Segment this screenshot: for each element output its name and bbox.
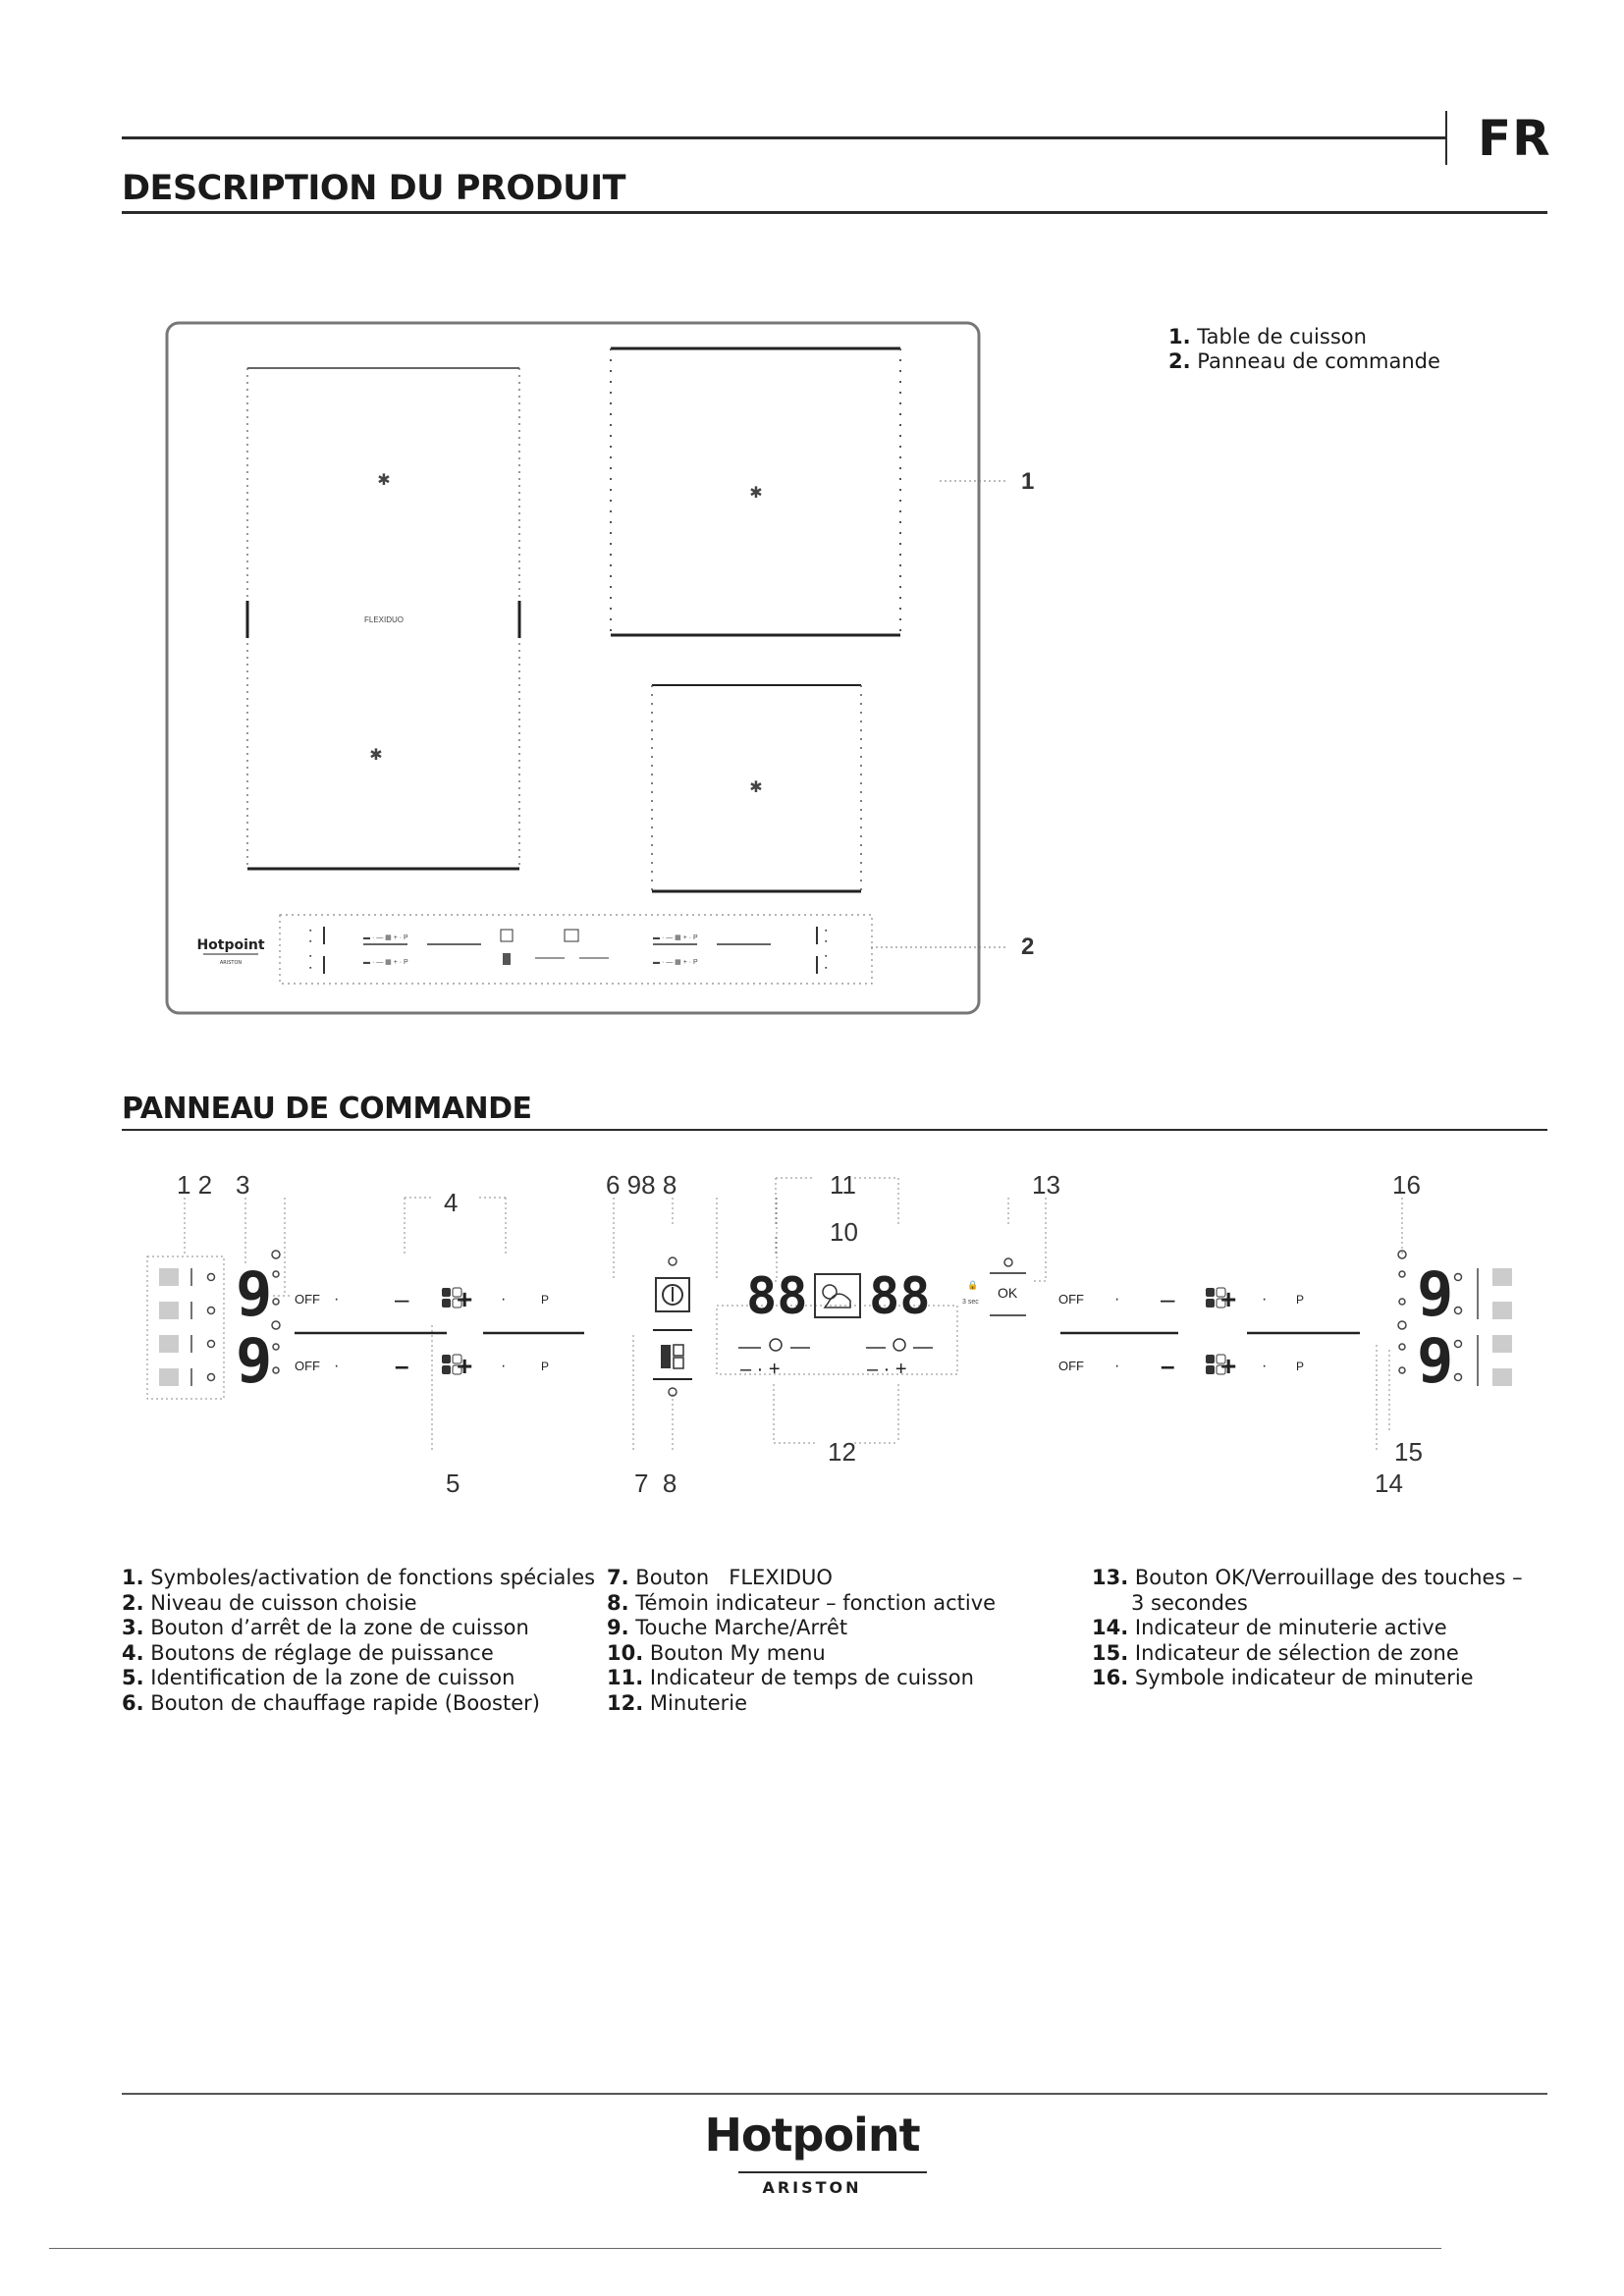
- svg-text:–: –: [1161, 1351, 1175, 1380]
- callout-13: 13: [1032, 1170, 1060, 1200]
- svg-text:▬ · — ▦ + · P: ▬ · — ▦ + · P: [653, 959, 698, 966]
- callout-1: 1: [1021, 468, 1035, 495]
- callout-7-8: 7 8: [634, 1468, 677, 1498]
- description-item: 3. Bouton d’arrêt de la zone de cuisson: [122, 1616, 529, 1639]
- footer-logo-sub: [0, 2178, 1624, 2197]
- brand-logo-sub: ARISTON: [762, 2178, 862, 2197]
- callout-3: 3: [236, 1170, 250, 1200]
- zone-level-display: 9: [1417, 1258, 1454, 1330]
- svg-text:·: ·: [501, 1358, 507, 1374]
- svg-text:▬ · — ▦ + · P: ▬ · — ▦ + · P: [653, 934, 698, 941]
- description-item: 8. Témoin indicateur – fonction active: [607, 1590, 997, 1615]
- svg-text:▪: ▪: [825, 938, 828, 945]
- svg-text:ARISTON: ARISTON: [219, 960, 243, 966]
- svg-text:·: ·: [334, 1358, 340, 1374]
- hob-brand-logo: Hotpoint: [196, 937, 265, 953]
- svg-text:🔒: 🔒: [967, 1280, 979, 1290]
- panel-title: PANNEAU DE COMMANDE: [122, 1092, 532, 1126]
- callout-6-9-8-8: 6 98 8: [606, 1170, 677, 1200]
- description-item: 1. Symboles/activation de fonctions spéciales: [122, 1566, 596, 1589]
- svg-text:▪: ▪: [309, 928, 312, 934]
- footer-logo: [0, 2109, 1624, 2162]
- description-item: 6. Bouton de chauffage rapide (Booster): [122, 1690, 540, 1715]
- svg-text:OFF: OFF: [295, 1359, 320, 1373]
- description-item: 7. Bouton FLEXIDUO: [607, 1566, 833, 1589]
- description-col-2: [607, 1566, 996, 1716]
- legend-item: 1. Table de cuisson: [1168, 325, 1367, 348]
- svg-text:P: P: [1296, 1360, 1305, 1373]
- description-item: 10. Bouton My menu: [607, 1640, 826, 1665]
- svg-text:·: ·: [334, 1291, 340, 1308]
- svg-text:▪: ▪: [309, 965, 312, 972]
- svg-text:–: –: [395, 1284, 409, 1313]
- svg-text:+: +: [457, 1351, 473, 1381]
- description-item: 5. Identification de la zone de cuisson: [122, 1666, 515, 1689]
- callout-1-2: 1 2: [177, 1170, 213, 1200]
- footer-rule: [122, 2093, 1547, 2095]
- callout-2: 2: [1021, 934, 1035, 960]
- svg-text:OFF: OFF: [1058, 1292, 1084, 1307]
- svg-text:– · +: – · +: [740, 1359, 781, 1380]
- svg-text:·: ·: [1262, 1291, 1268, 1308]
- description-item: 15. Indicateur de sélection de zone: [1092, 1640, 1459, 1665]
- header-rule: [122, 136, 1445, 139]
- description-item: 13. Bouton OK/Verrouillage des touches –: [1092, 1566, 1523, 1589]
- svg-text:✱: ✱: [369, 747, 383, 764]
- callout-5: 5: [446, 1468, 460, 1498]
- svg-text:▪: ▪: [309, 953, 312, 960]
- header-rule-tick: [1445, 111, 1447, 165]
- description-item: 2. Niveau de cuisson choisie: [122, 1590, 417, 1615]
- logo-underline: [738, 2171, 927, 2173]
- zone-level-display: 9: [236, 1325, 273, 1397]
- legend-item: 2. Panneau de commande: [1168, 349, 1440, 373]
- svg-text:OFF: OFF: [295, 1292, 320, 1307]
- svg-text:·: ·: [501, 1291, 507, 1308]
- svg-text:·: ·: [1114, 1291, 1120, 1308]
- svg-text:▪: ▪: [309, 938, 312, 945]
- description-item: 12. Minuterie: [607, 1690, 748, 1715]
- ok-button-label: OK: [998, 1285, 1018, 1301]
- svg-text:+: +: [457, 1284, 473, 1314]
- callout-10: 10: [830, 1217, 858, 1247]
- description-col-1: [122, 1566, 595, 1716]
- language-code: FR: [1478, 110, 1551, 167]
- svg-text:–: –: [1161, 1284, 1175, 1313]
- svg-text:✱: ✱: [749, 485, 763, 502]
- svg-text:P: P: [1296, 1293, 1305, 1307]
- svg-text:▪: ▪: [825, 965, 828, 972]
- brand-logo: Hotpoint: [704, 2109, 920, 2162]
- description-item: 14. Indicateur de minuterie active: [1092, 1616, 1447, 1639]
- zone-level-display: 9: [1417, 1325, 1454, 1397]
- svg-text:▬ · — ▦ + · P: ▬ · — ▦ + · P: [363, 959, 408, 966]
- callout-16: 16: [1392, 1170, 1421, 1200]
- title-rule: [122, 211, 1547, 214]
- description-item: 16. Symbole indicateur de minuterie: [1092, 1666, 1474, 1689]
- description-col-3: [1092, 1566, 1523, 1691]
- svg-text:✱: ✱: [377, 472, 391, 489]
- description-item: 9. Touche Marche/Arrêt: [607, 1616, 848, 1639]
- description-item: 3 secondes: [1131, 1590, 1248, 1615]
- svg-text:+: +: [1220, 1284, 1237, 1314]
- svg-text:– · +: – · +: [867, 1359, 907, 1380]
- zone-level-display: 9: [236, 1258, 273, 1330]
- svg-text:·: ·: [1262, 1358, 1268, 1374]
- callout-12: 12: [828, 1437, 856, 1467]
- svg-text:▬ · — ▦ + · P: ▬ · — ▦ + · P: [363, 934, 408, 941]
- callout-11: 11: [830, 1170, 856, 1200]
- svg-text:✱: ✱: [749, 779, 763, 796]
- svg-text:–: –: [395, 1351, 409, 1380]
- callout-14: 14: [1375, 1468, 1403, 1498]
- svg-text:▪: ▪: [825, 953, 828, 960]
- product-legend: [1168, 325, 1440, 374]
- bottom-rule: [49, 2248, 1441, 2249]
- page-title: DESCRIPTION DU PRODUIT: [122, 169, 625, 208]
- svg-text:OFF: OFF: [1058, 1359, 1084, 1373]
- svg-text:P: P: [541, 1293, 550, 1307]
- lock-duration-label: 3 sec: [962, 1299, 979, 1306]
- svg-text:·: ·: [1114, 1358, 1120, 1374]
- cooktop-illustration: [162, 314, 1149, 1026]
- svg-text:▪: ▪: [825, 928, 828, 934]
- control-panel-diagram: [137, 1158, 1532, 1453]
- cooking-time-display: 88: [746, 1267, 808, 1326]
- svg-text:P: P: [541, 1360, 550, 1373]
- cooking-time-display: 88: [869, 1267, 931, 1326]
- description-item: 11. Indicateur de temps de cuisson: [607, 1666, 974, 1689]
- flexiduo-zone-label: FLEXIDUO: [363, 615, 405, 624]
- svg-text:+: +: [1220, 1351, 1237, 1381]
- description-item: 4. Boutons de réglage de puissance: [122, 1640, 494, 1665]
- panel-title-rule: [122, 1129, 1547, 1131]
- callout-15: 15: [1394, 1437, 1423, 1467]
- callout-4: 4: [444, 1188, 459, 1217]
